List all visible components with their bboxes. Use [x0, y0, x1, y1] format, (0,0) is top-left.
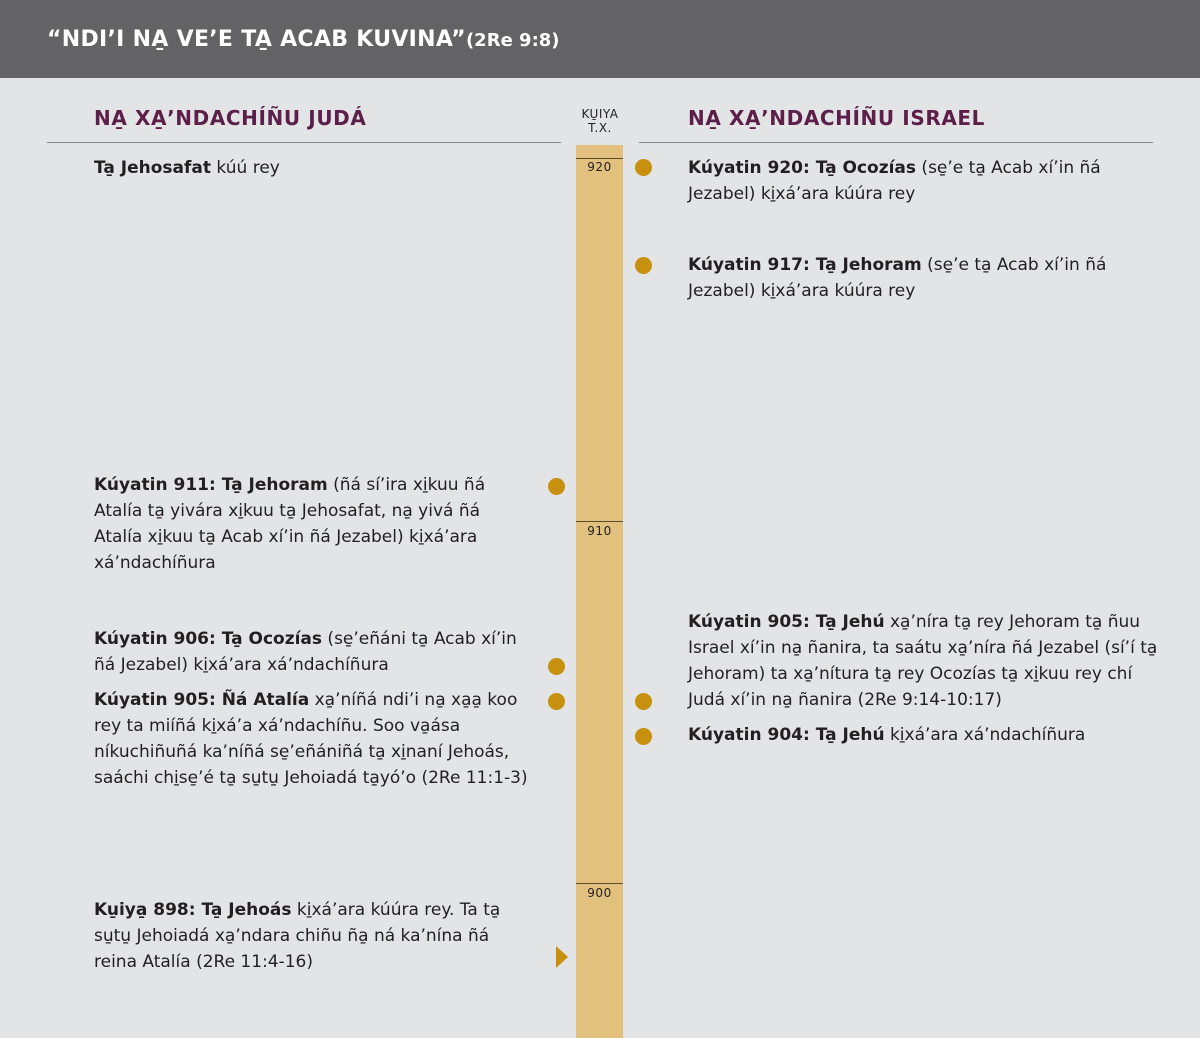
axis-label: [572, 107, 628, 135]
marker-judah-905: [548, 693, 565, 710]
marker-israel-904: [635, 728, 652, 745]
judah-entry-911: [94, 472, 526, 576]
entry-bold: Ta̱ Jehosafat: [94, 158, 212, 178]
marker-judah-906: [548, 658, 565, 675]
entry-text: kúú rey: [211, 158, 280, 178]
tick-label-900: 900: [587, 886, 612, 900]
axis-label-era: T.X.: [588, 121, 612, 135]
title-text: “NDI’I NA̱ VE’E TA̱ ACAB KUVINA”: [47, 27, 466, 52]
marker-israel-905: [635, 693, 652, 710]
judah-entry-906: [94, 626, 534, 678]
judah-entry-898: [94, 897, 514, 975]
tick-mark-920: [576, 158, 623, 159]
entry-bold: Ku̱iya̱ 898: Ta̱ Jehoás: [94, 900, 292, 920]
timeline-axis: [576, 145, 623, 1038]
page-title: [47, 27, 560, 52]
judah-entry-905: [94, 687, 534, 791]
entry-text: (ñá sí’ira xi̱kuu ñá Atalía ta̱ yivára xi̱kuu ta̱ Jehosafat, na̱ yivá ñá Atalía xi̱kuu ta̱ Acab xí’in ñá Jezabel) ki̱xá’ara xá’ndachíñura: [94, 475, 486, 573]
israel-entry-904: [688, 722, 1158, 748]
israel-column-heading: NA̱ XA̱’NDACHÍÑU ISRAEL: [688, 106, 986, 130]
tick-mark-910: [576, 521, 623, 522]
tick-label-910: 910: [587, 524, 612, 538]
marker-israel-920: [635, 159, 652, 176]
title-bar: [0, 0, 1200, 78]
entry-bold: Kúyatin 905: Ta̱ Jehú: [688, 612, 885, 632]
entry-text: (se̱’e ta̱ Acab xí’in ñá Jezabel) ki̱xá’ara kúúra rey: [688, 255, 1107, 301]
axis-label-years: KU̱IYA: [581, 107, 619, 121]
entry-bold: Kúyatin 911: Ta̱ Jehoram: [94, 475, 328, 495]
israel-heading-rule: [639, 142, 1153, 143]
entry-bold: Kúyatin 906: Ta̱ Ocozías: [94, 629, 323, 649]
tick-label-920: 920: [587, 160, 612, 174]
entry-bold: Kúyatin 917: Ta̱ Jehoram: [688, 255, 922, 275]
entry-text: (se̱’eñáni ta̱ Acab xí’in ñá Jezabel) ki̱xá’ara xá’ndachíñura: [94, 629, 517, 675]
israel-entry-920: [688, 155, 1158, 207]
entry-text: (se̱’e ta̱ Acab xí’in ñá Jezabel) ki̱xá’ara kúúra rey: [688, 158, 1101, 204]
entry-bold: Kúyatin 904: Ta̱ Jehú: [688, 725, 885, 745]
israel-entry-905: [688, 609, 1158, 713]
title-reference: (2Re 9:8): [465, 30, 560, 51]
judah-column-heading: NA̱ XA̱’NDACHÍÑU JUDÁ: [94, 106, 367, 130]
entry-text: ki̱xá’ara kúúra rey. Ta ta̱ su̱tu̱ Jehoiadá xa̱’ndara chiñu ña̱ ná ka’nína ñá reina Atalía (2Re 11:4-16): [94, 900, 501, 972]
marker-judah-911: [548, 478, 565, 495]
judah-entry-jehosafat: [94, 155, 534, 181]
entry-text: ki̱xá’ara xá’ndachíñura: [884, 725, 1086, 745]
entry-bold: Kúyatin 920: Ta̱ Ocozías: [688, 158, 917, 178]
entry-bold: Kúyatin 905: Ñá Atalía: [94, 690, 310, 710]
entry-text: xa̱’níñá ndi’i na̱ xa̱a̱ koo rey ta miíñá ki̱xá’a xá’ndachíñu. Soo va̱ása níkuchiñuñá ka’níñá se̱’eñániñá ta̱ xi̱naní Jehoás, saáchi chi̱se̱’é ta̱ su̱tu̱ Jehoiadá ta̱yó’o (2Re 11:1-3): [94, 690, 528, 788]
entry-text: xa̱’níra ta̱ rey Jehoram ta̱ ñuu Israel xí’in na̱ ñanira, ta saátu xa̱’níra ñá Jezabel (sí’í ta̱ Jehoram) ta xa̱’nítura ta̱ rey Ocozías ta̱ xi̱kuu rey chí Judá xí’in na̱ ñanira (2Re 9:14-10:17): [688, 612, 1158, 710]
israel-entry-917: [688, 252, 1158, 304]
judah-heading-rule: [47, 142, 561, 143]
marker-judah-898-arrow: [556, 946, 568, 968]
marker-israel-917: [635, 257, 652, 274]
tick-mark-900: [576, 883, 623, 884]
